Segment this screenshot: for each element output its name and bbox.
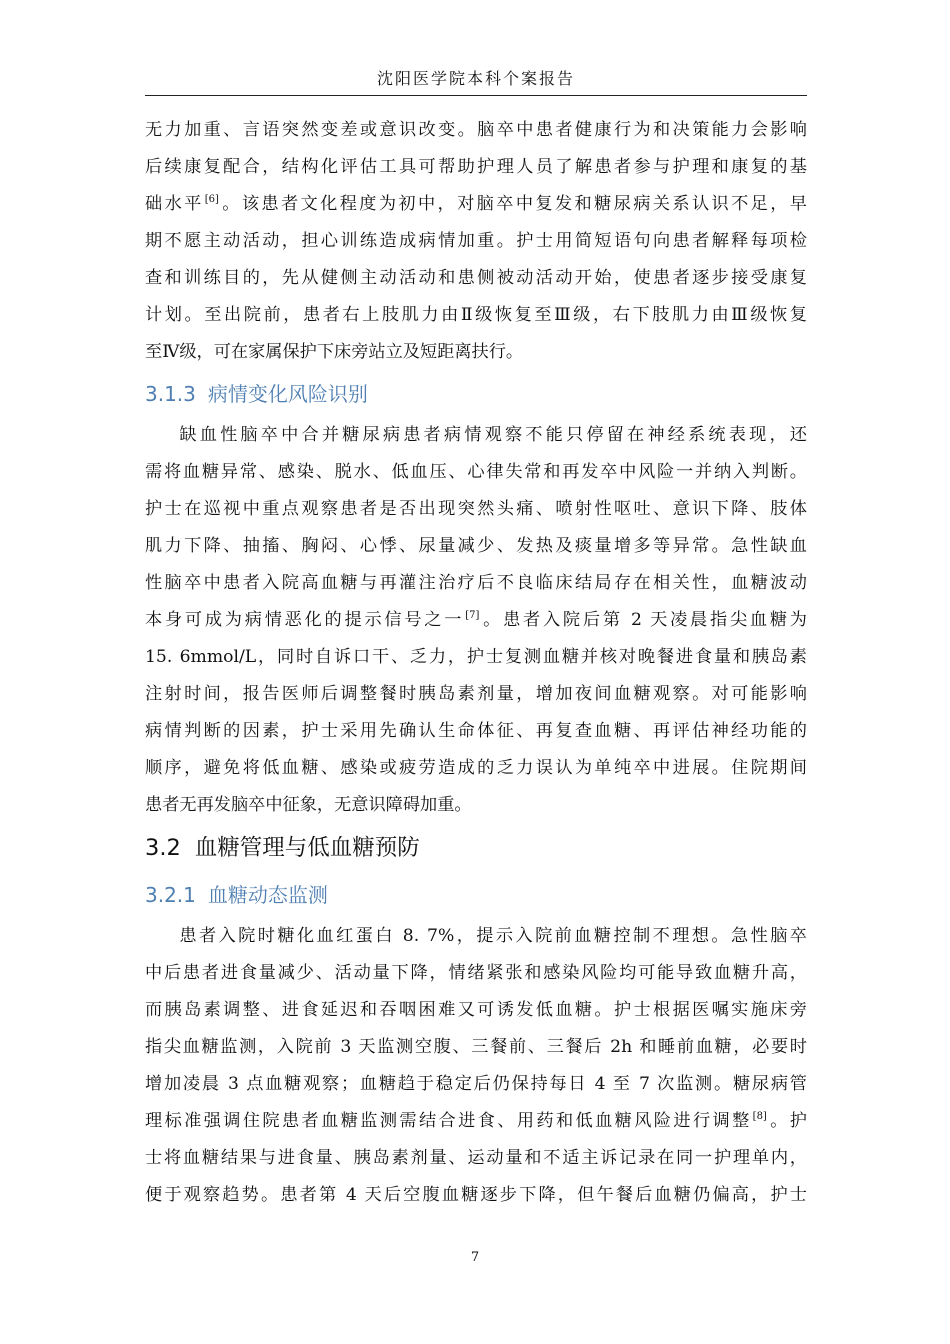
page-number: 7: [470, 1250, 480, 1265]
subsection-heading: [145, 872, 807, 918]
paragraph-line: 护士在巡视中重点观察患者是否出现突然头痛、喷射性呕吐、意识下降、肢体: [145, 499, 807, 519]
paragraph-line: 增加凌晨 3 点血糖观察；血糖趋于稳定后仍保持每日 4 至 7 次监测。糖尿病管: [145, 1074, 807, 1094]
paragraph-line: 士将血糖结果与进食量、胰岛素剂量、运动量和不适主诉记录在同一护理单内，: [145, 1148, 807, 1168]
paragraph-line: 后续康复配合，结构化评估工具可帮助护理人员了解患者参与护理和康复的基: [145, 157, 807, 177]
paragraph-line: 需将血糖异常、感染、脱水、低血压、心律失常和再发卒中风险一并纳入判断。: [145, 462, 807, 482]
paragraph-line: 指尖血糖监测，入院前 3 天监测空腹、三餐前、三餐后 2h 和睡前血糖，必要时: [145, 1037, 807, 1057]
paragraph-line: 至Ⅳ级，可在家属保护下床旁站立及短距离扶行。: [145, 342, 524, 362]
paragraph-line: 本身可成为病情恶化的提示信号之一[7]。患者入院后第 2 天凌晨指尖血糖为: [145, 610, 807, 630]
paragraph-line: 计划。至出院前，患者右上肢肌力由Ⅱ级恢复至Ⅲ级，右下肢肌力由Ⅲ级恢复: [145, 305, 807, 325]
paragraph-line: 注射时间，报告医师后调整餐时胰岛素剂量，增加夜间血糖观察。对可能影响: [145, 684, 807, 704]
paragraph-line: 病情判断的因素，护士采用先确认生命体征、再复查血糖、再评估神经功能的: [145, 721, 807, 741]
paragraph-line: 性脑卒中患者入院高血糖与再灌注治疗后不良临床结局存在相关性，血糖波动: [145, 573, 807, 593]
paragraph-line: 无力加重、言语突然变差或意识改变。脑卒中患者健康行为和决策能力会影响: [145, 120, 807, 140]
paragraph-line: 础水平[6]。该患者文化程度为初中，对脑卒中复发和糖尿病关系认识不足，早: [145, 194, 807, 214]
heading-number: 3.2.1: [145, 883, 196, 907]
paragraph-line: 查和训练目的，先从健侧主动活动和患侧被动活动开始，使患者逐步接受康复: [145, 268, 807, 288]
paragraph-line: 肌力下降、抽搐、胸闷、心悸、尿量减少、发热及痰量增多等异常。急性缺血: [145, 536, 807, 556]
subsection-heading: [145, 371, 807, 417]
paragraph-line: 缺血性脑卒中合并糖尿病患者病情观察不能只停留在神经系统表现，还: [179, 425, 807, 445]
paragraph-line: 而胰岛素调整、进食延迟和吞咽困难又可诱发低血糖。护士根据医嘱实施床旁: [145, 1000, 807, 1020]
paragraph-line: 患者入院时糖化血红蛋白 8. 7%，提示入院前血糖控制不理想。急性脑卒: [179, 926, 807, 946]
document-body: [145, 112, 807, 1214]
heading-number: 3.1.3: [145, 382, 196, 406]
paragraph-line: 患者无再发脑卒中征象，无意识障碍加重。: [145, 795, 472, 815]
paragraph-line: 便于观察趋势。患者第 4 天后空腹血糖逐步下降，但午餐后血糖仍偏高，护士: [145, 1185, 807, 1205]
page-header: 沈阳医学院本科个案报告: [145, 66, 807, 96]
section-heading: [145, 824, 807, 872]
heading-text: 血糖管理与低血糖预防: [194, 835, 420, 861]
heading-text: 血糖动态监测: [207, 883, 328, 907]
citation-ref: [6]: [204, 194, 219, 205]
paragraph-line: 期不愿主动活动，担心训练造成病情加重。护士用简短语句向患者解释每项检: [145, 231, 807, 251]
heading-number: 3.2: [145, 835, 181, 861]
paragraph-line: 15. 6mmol/L，同时自诉口干、乏力，护士复测血糖并核对晚餐进食量和胰岛素: [145, 647, 807, 667]
paragraph-line: 顺序，避免将低血糖、感染或疲劳造成的乏力误认为单纯卒中进展。住院期间: [145, 758, 807, 778]
citation-ref: [7]: [465, 610, 480, 621]
paragraph-line: 中后患者进食量减少、活动量下降，情绪紧张和感染风险均可能导致血糖升高，: [145, 963, 807, 983]
heading-text: 病情变化风险识别: [207, 382, 368, 406]
paragraph-line: 理标准强调住院患者血糖监测需结合进食、用药和低血糖风险进行调整[8]。护: [145, 1111, 807, 1131]
citation-ref: [8]: [752, 1111, 767, 1122]
